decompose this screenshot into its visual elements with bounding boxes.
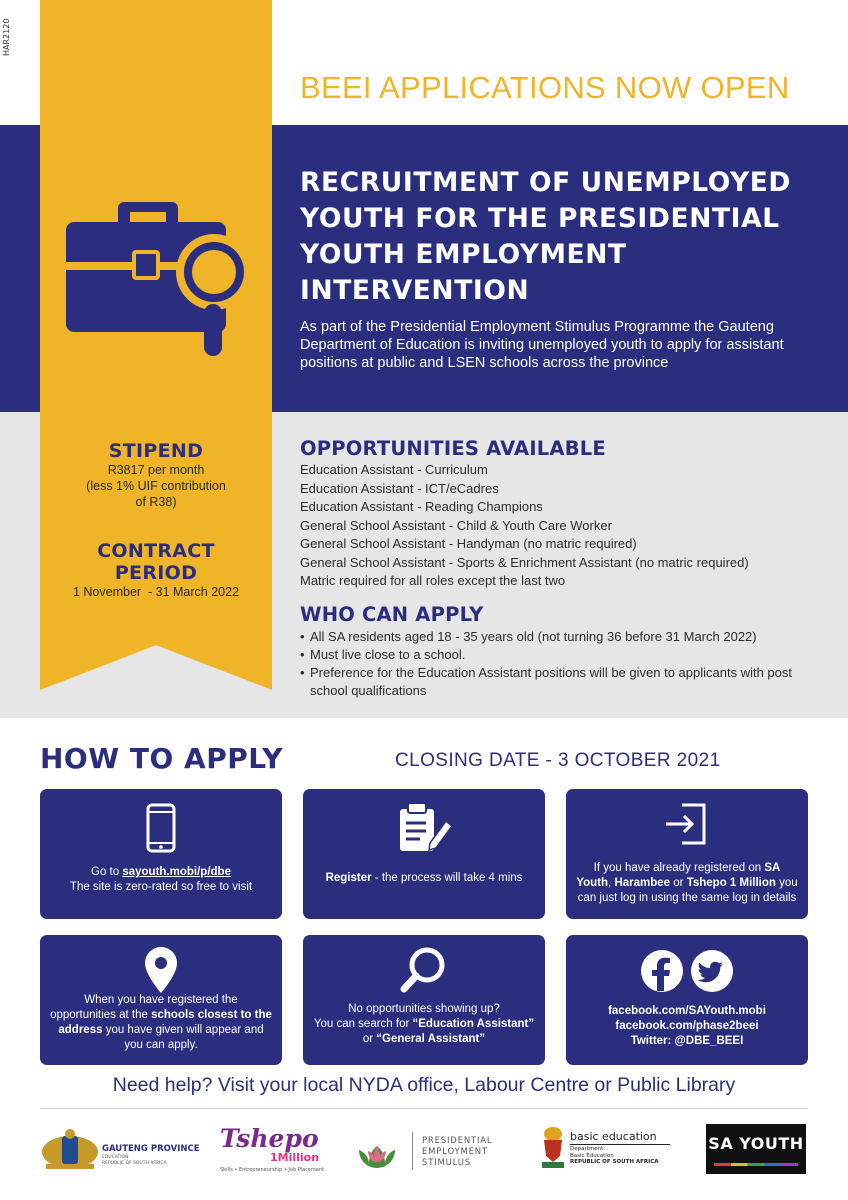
list-item: General School Assistant - Child & Youth Care Worker [300, 517, 612, 533]
who-can-apply-section [300, 603, 820, 700]
list-item: • Must live close to a school. [300, 646, 820, 664]
who-can-apply-heading: WHO CAN APPLY [300, 603, 484, 626]
contract-heading-1: CONTRACT [97, 540, 215, 562]
opportunities-list [300, 461, 820, 591]
list-item: Education Assistant - Curriculum [300, 462, 488, 477]
opportunities-heading: OPPORTUNITIES AVAILABLE [300, 437, 606, 460]
list-item: • Preference for the Education Assistant positions will be given to applicants with post school qualifications [300, 664, 820, 700]
list-item: Education Assistant - Reading Champions [300, 499, 543, 514]
list-item: Education Assistant - ICT/eCadres [300, 480, 499, 496]
stipend-heading: STIPEND [108, 440, 204, 462]
phone-icon [146, 803, 176, 853]
sayouth-link[interactable]: sayouth.mobi/p/dbe [122, 866, 231, 878]
main-title: RECRUITMENT OF UNEMPLOYED YOUTH FOR THE PRESIDENTIAL YOUTH EMPLOYMENT INTERVENTION [300, 167, 792, 306]
search-icon [399, 945, 449, 995]
contract-section [40, 540, 272, 600]
stipend-uif-amount: of R38) [135, 495, 177, 509]
clipboard-icon [394, 801, 454, 855]
sa-youth-logo: SA YOUTH [706, 1124, 806, 1174]
opportunities-section [300, 437, 820, 591]
stipend-amount: R3817 per month [107, 463, 205, 477]
coat-of-arms-icon [540, 1126, 566, 1170]
location-pin-icon [143, 945, 179, 995]
facebook-sayouth-link[interactable]: facebook.com/SAYouth.mobi [608, 1005, 766, 1017]
login-card: If you have already registered on SA Youth, Harambee or Tshepo 1 Million you can just log in using the same log in details [566, 789, 808, 919]
login-icon [662, 799, 712, 849]
register-card: Register - the process will take 4 mins [303, 789, 545, 919]
basic-education-logo: basic education Department: Basic Education REPUBLIC OF SOUTH AFRICA [540, 1126, 680, 1174]
social-card [566, 935, 808, 1065]
stipend-uif: (less 1% UIF contribution [86, 479, 226, 493]
facebook-icon[interactable] [640, 949, 684, 993]
schools-card: When you have registered the opportunities at the schools closest to the address you have given will appear and you can apply. [40, 935, 282, 1065]
how-to-apply-heading: HOW TO APPLY [40, 742, 283, 775]
color-stripe [714, 1163, 798, 1166]
contract-heading-2: PERIOD [114, 562, 198, 584]
document-code: HAR2120 [2, 18, 11, 56]
presidential-employment-stimulus-logo: PRESIDENTIAL EMPLOYMENT STIMULUS [352, 1130, 512, 1174]
help-text: Need help? Visit your local NYDA office, Labour Centre or Public Library [112, 1074, 736, 1096]
list-item: General School Assistant - Sports & Enrichment Assistant (no matric required) [300, 554, 749, 570]
footer-divider [40, 1108, 808, 1109]
twitter-handle[interactable]: Twitter: @DBE_BEEI [630, 1035, 744, 1047]
list-item: • All SA residents aged 18 - 35 years old (not turning 36 before 31 March 2022) [300, 628, 820, 646]
twitter-icon[interactable] [690, 949, 734, 993]
list-item: General School Assistant - Handyman (no matric required) [300, 536, 637, 551]
gauteng-logo: GAUTENG PROVINCE EDUCATION REPUBLIC OF SOUTH AFRICA [40, 1128, 190, 1172]
protea-icon [352, 1132, 402, 1172]
closing-date: CLOSING DATE - 3 OCTOBER 2021 [395, 750, 721, 771]
list-item: Matric required for all roles except the last two [300, 573, 566, 588]
who-can-apply-list [300, 628, 820, 700]
search-tip-card: No opportunities showing up? You can search for “Education Assistant” or “General Assistant” [303, 935, 545, 1065]
visit-site-card: Go to sayouth.mobi/p/dbe The site is zero-rated so free to visit [40, 789, 282, 919]
gauteng-crest-icon [40, 1128, 100, 1172]
contract-dates: 1 November - 31 March 2022 [72, 585, 240, 599]
stipend-section [40, 440, 272, 510]
facebook-beei-link[interactable]: facebook.com/phase2beei [615, 1020, 759, 1032]
tshepo-logo: Tshepo 1Million Skills • Entrepreneurship • Job Placement [220, 1124, 325, 1173]
applications-open-heading: BEEI APPLICATIONS NOW OPEN [300, 70, 790, 105]
main-description: As part of the Presidential Employment Stimulus Programme the Gauteng Department of Education is inviting unemployed youth to apply for assistant positions at public and LSEN schools across the province [300, 319, 784, 371]
briefcase-search-icon [66, 192, 256, 362]
